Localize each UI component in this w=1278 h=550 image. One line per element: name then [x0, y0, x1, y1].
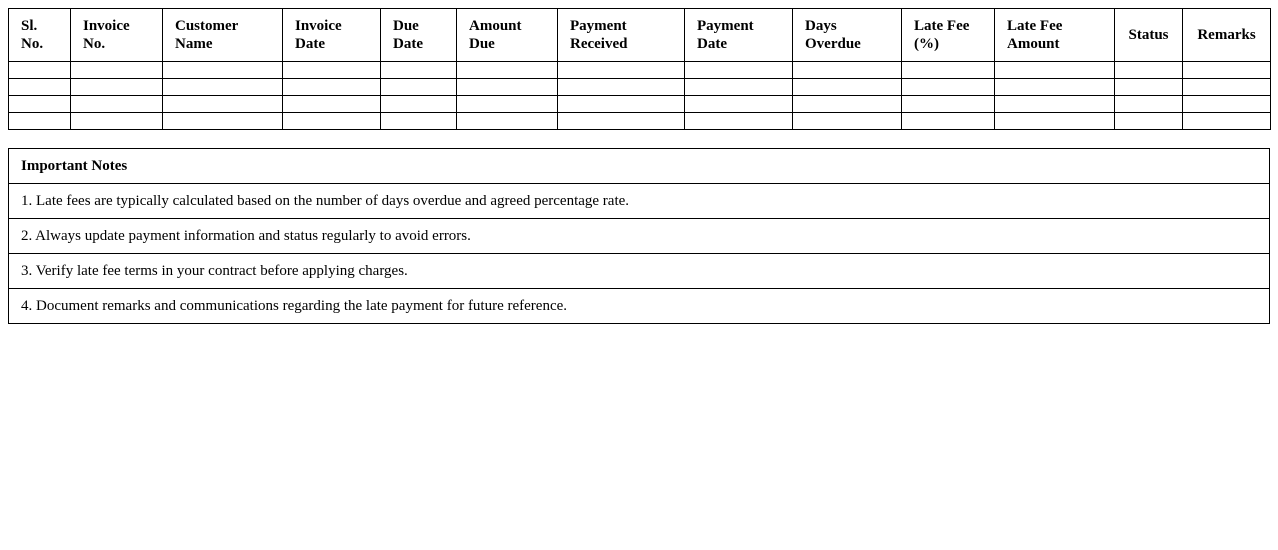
note-item: 1. Late fees are typically calculated based on the number of days overdue and agreed percentage rate. — [9, 184, 1270, 219]
table-cell[interactable] — [558, 96, 685, 113]
header-late-fee-amount: Late Fee Amount — [995, 9, 1115, 62]
table-cell[interactable] — [902, 62, 995, 79]
table-row — [9, 62, 1271, 79]
table-cell[interactable] — [71, 79, 163, 96]
table-cell[interactable] — [457, 96, 558, 113]
table-cell[interactable] — [558, 62, 685, 79]
table-cell[interactable] — [793, 113, 902, 130]
table-cell[interactable] — [381, 62, 457, 79]
table-cell[interactable] — [1183, 113, 1271, 130]
note-row — [9, 219, 1270, 254]
table-cell[interactable] — [685, 96, 793, 113]
notes-header-row — [9, 149, 1270, 184]
note-row — [9, 184, 1270, 219]
table-cell[interactable] — [71, 113, 163, 130]
table-cell[interactable] — [793, 79, 902, 96]
table-cell[interactable] — [1183, 79, 1271, 96]
table-cell[interactable] — [381, 96, 457, 113]
table-cell[interactable] — [381, 113, 457, 130]
table-body — [9, 62, 1271, 130]
table-row — [9, 113, 1271, 130]
table-cell[interactable] — [558, 113, 685, 130]
table-cell[interactable] — [163, 62, 283, 79]
table-cell[interactable] — [9, 79, 71, 96]
table-cell[interactable] — [995, 113, 1115, 130]
table-cell[interactable] — [71, 96, 163, 113]
note-item: 3. Verify late fee terms in your contract before applying charges. — [9, 254, 1270, 289]
table-cell[interactable] — [685, 79, 793, 96]
header-amount-due: Amount Due — [457, 9, 558, 62]
table-cell[interactable] — [1115, 96, 1183, 113]
table-cell[interactable] — [685, 62, 793, 79]
table-cell[interactable] — [283, 96, 381, 113]
table-cell[interactable] — [793, 96, 902, 113]
header-payment-received: Payment Received — [558, 9, 685, 62]
note-row — [9, 289, 1270, 324]
table-cell[interactable] — [283, 62, 381, 79]
table-cell[interactable] — [71, 62, 163, 79]
table-cell[interactable] — [558, 79, 685, 96]
table-cell[interactable] — [381, 79, 457, 96]
table-cell[interactable] — [457, 113, 558, 130]
header-remarks: Remarks — [1183, 9, 1271, 62]
table-cell[interactable] — [1183, 96, 1271, 113]
header-payment-date: Payment Date — [685, 9, 793, 62]
header-late-fee-percent: Late Fee (%) — [902, 9, 995, 62]
table-cell[interactable] — [902, 113, 995, 130]
table-row — [9, 96, 1271, 113]
table-cell[interactable] — [457, 79, 558, 96]
header-status: Status — [1115, 9, 1183, 62]
note-item: 2. Always update payment information and status regularly to avoid errors. — [9, 219, 1270, 254]
notes-title: Important Notes — [9, 149, 1270, 184]
table-cell[interactable] — [1115, 113, 1183, 130]
table-cell[interactable] — [1183, 62, 1271, 79]
header-sl-no: Sl. No. — [9, 9, 71, 62]
table-cell[interactable] — [163, 79, 283, 96]
header-customer-name: Customer Name — [163, 9, 283, 62]
table-cell[interactable] — [9, 62, 71, 79]
table-cell[interactable] — [9, 113, 71, 130]
note-item: 4. Document remarks and communications regarding the late payment for future reference. — [9, 289, 1270, 324]
table-header-row — [9, 9, 1271, 62]
table-cell[interactable] — [685, 113, 793, 130]
table-cell[interactable] — [995, 62, 1115, 79]
late-payment-table — [8, 8, 1271, 130]
table-cell[interactable] — [1115, 79, 1183, 96]
table-row — [9, 79, 1271, 96]
table-cell[interactable] — [793, 62, 902, 79]
table-cell[interactable] — [995, 79, 1115, 96]
table-cell[interactable] — [9, 96, 71, 113]
table-cell[interactable] — [995, 96, 1115, 113]
table-cell[interactable] — [163, 113, 283, 130]
table-cell[interactable] — [283, 113, 381, 130]
note-row — [9, 254, 1270, 289]
table-cell[interactable] — [283, 79, 381, 96]
header-invoice-date: Invoice Date — [283, 9, 381, 62]
table-cell[interactable] — [457, 62, 558, 79]
table-cell[interactable] — [1115, 62, 1183, 79]
table-cell[interactable] — [902, 79, 995, 96]
table-cell[interactable] — [902, 96, 995, 113]
header-invoice-no: Invoice No. — [71, 9, 163, 62]
important-notes-table — [8, 148, 1270, 324]
table-cell[interactable] — [163, 96, 283, 113]
header-due-date: Due Date — [381, 9, 457, 62]
header-days-overdue: Days Overdue — [793, 9, 902, 62]
